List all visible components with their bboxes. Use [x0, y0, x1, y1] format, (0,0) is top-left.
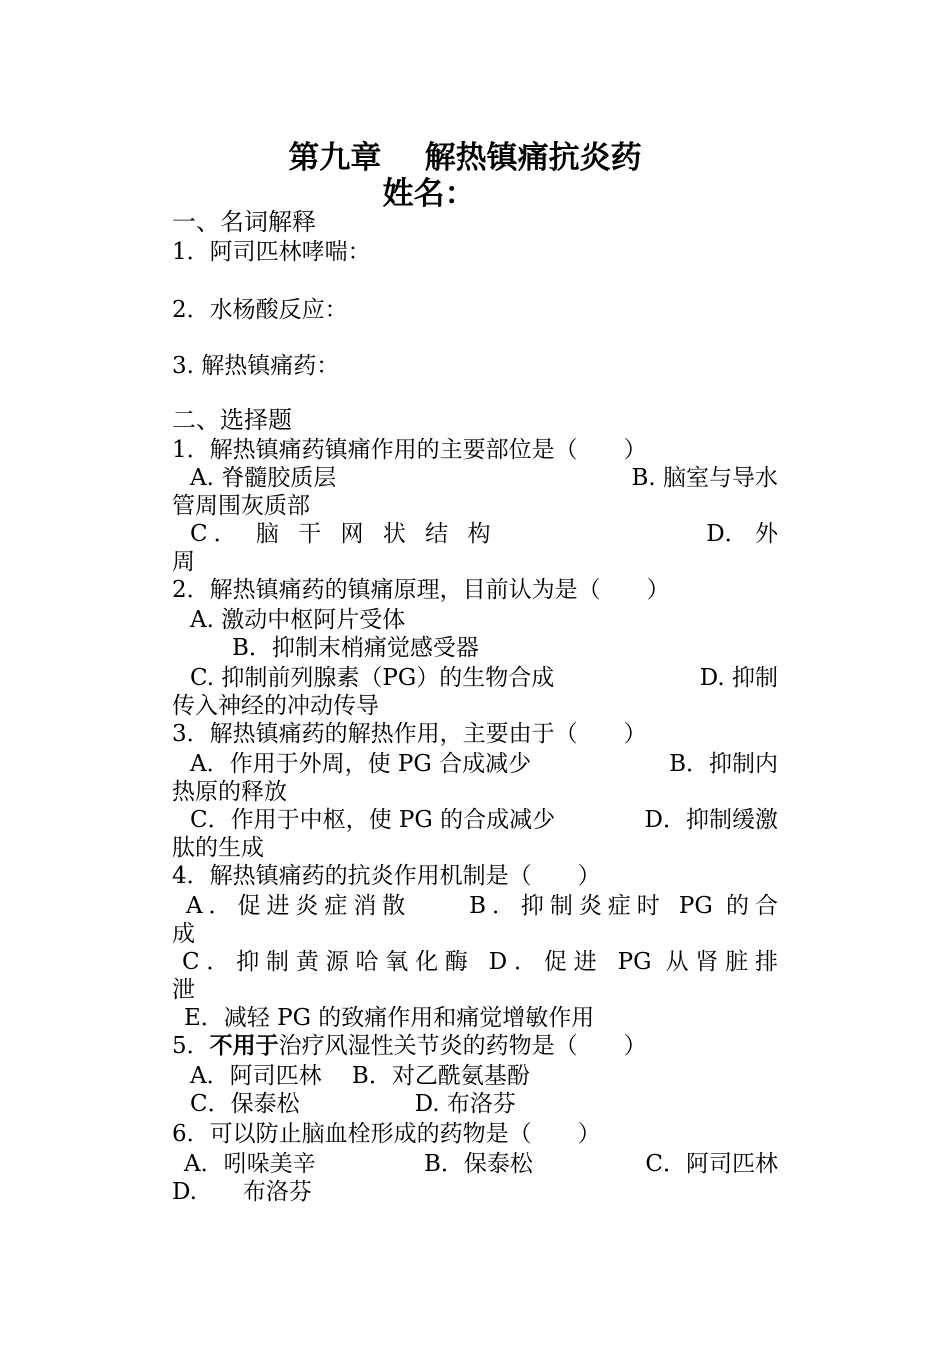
option: A. 激动中枢阿片受体: [190, 607, 406, 633]
option: B．抑制内: [669, 751, 778, 777]
name-label: 姓名：: [382, 176, 476, 212]
option: B. 脑室与导水: [631, 465, 778, 491]
question-stem: 6．可以防止脑血栓形成的药物是（ ）: [172, 1121, 601, 1147]
option-continuation: 传入神经的冲动传导: [172, 693, 379, 719]
option-continuation: 周: [172, 549, 195, 575]
question-stem: 2．解热镇痛药的镇痛原理，目前认为是（ ）: [172, 577, 670, 603]
question-number: 5．: [172, 1033, 210, 1059]
option-continuation: 肽的生成: [172, 835, 264, 861]
question-stem: [172, 1032, 778, 1060]
term-item: 1．阿司匹林哮喘：: [172, 239, 371, 265]
term-item: 3. 解热镇痛药：: [172, 353, 340, 379]
option: C．阿司匹林: [645, 1151, 778, 1177]
option-continuation: 成: [172, 921, 195, 947]
option: D． 外: [706, 521, 778, 547]
option: C．作用于中枢，使 PG 的合成减少: [190, 807, 556, 833]
term-item: 2．水杨酸反应：: [172, 297, 348, 323]
option: A. 脊髓胶质层: [190, 465, 337, 491]
option: B．抑制末梢痛觉感受器: [232, 635, 479, 661]
option: E．减轻 PG 的致痛作用和痛觉增敏作用: [184, 1005, 595, 1031]
option: D．抑制缓激: [644, 807, 778, 833]
question-stem: 1．解热镇痛药镇痛作用的主要部位是（ ）: [172, 437, 647, 463]
option: A．作用于外周，使 PG 合成减少: [190, 751, 532, 777]
option: B．保泰松: [424, 1151, 533, 1177]
option: D. 抑制: [699, 665, 778, 691]
question-stem: 3．解热镇痛药的解热作用，主要由于（ ）: [172, 721, 647, 747]
option: C． 脑 干 网 状 结 构: [190, 521, 497, 547]
question-text: 治疗风湿性关节炎的药物是（ ）: [278, 1033, 647, 1059]
page-title: 第九章 解热镇痛抗炎药: [288, 140, 642, 176]
section2-heading: 二、选择题: [172, 406, 292, 434]
option-row: C．抑制黄源哈氧化酶 D．促进 PG 从肾脏排: [182, 949, 778, 975]
option: A．吲哚美辛: [184, 1151, 316, 1177]
option-row: C．保泰松 D. 布洛芬: [190, 1091, 516, 1117]
section1-heading: 一、名词解释: [172, 208, 316, 236]
option-continuation: 泄: [172, 977, 195, 1003]
option: D. 布洛芬: [172, 1179, 312, 1205]
emphasis-text: 不用于: [209, 1033, 279, 1059]
option-continuation: 管周围灰质部: [172, 493, 310, 519]
option-row: A．促进炎症消散 B．抑制炎症时 PG 的合: [186, 893, 778, 919]
option-row: A．阿司匹林 B．对乙酰氨基酚: [190, 1063, 530, 1089]
option: C. 抑制前列腺素（PG）的生物合成: [190, 665, 555, 691]
question-stem: 4．解热镇痛药的抗炎作用机制是（ ）: [172, 863, 601, 889]
option-continuation: 热原的释放: [172, 779, 287, 805]
